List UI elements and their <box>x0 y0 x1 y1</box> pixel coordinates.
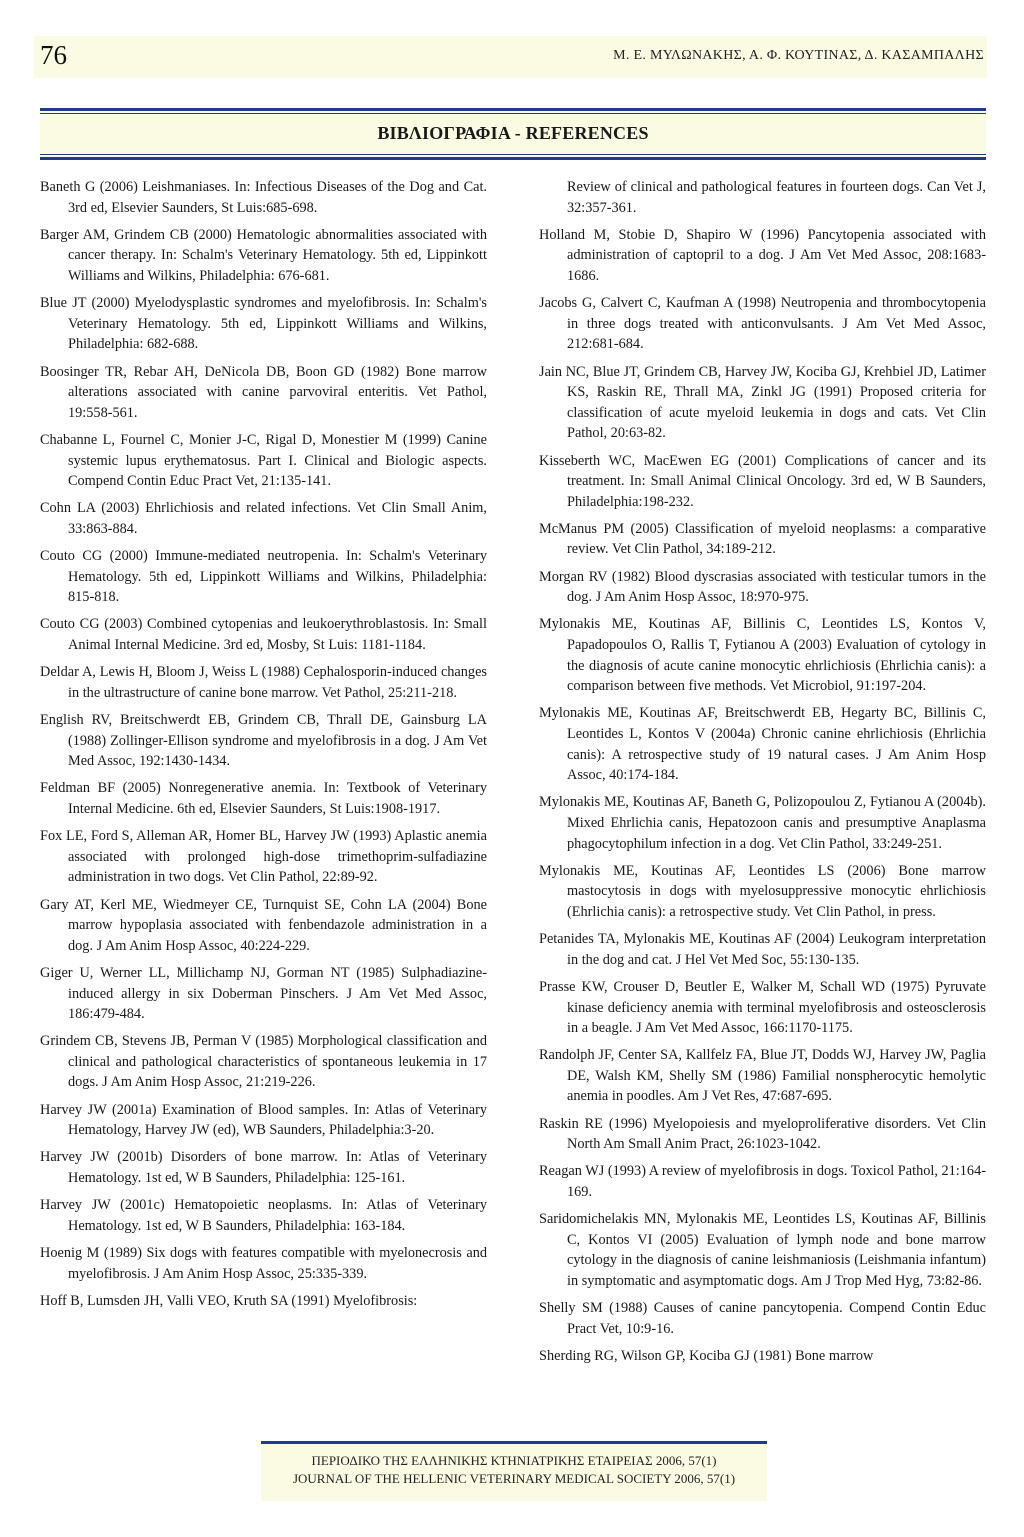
reference-entry: Mylonakis ME, Koutinas AF, Billinis C, Leontides LS, Kontos V, Papadopoulos O, Rallis T, Fytianou A (2003) Evaluation of cytology in the diagnosis of acute canine monocytic ehrlichiosis (Ehrlichia canis): a comparison between five methods. Vet Microbiol, 91:197-204. <box>539 616 986 695</box>
reference-entry: Couto CG (2003) Combined cytopenias and leukoerythroblastosis. In: Small Animal Internal Medicine. 3rd ed, Mosby, St Luis: 1181-1184. <box>40 616 487 654</box>
running-head-authors: Μ. Ε. ΜΥΛΩΝΑΚΗΣ, Α. Φ. ΚΟΥΤΙΝΑΣ, Δ. ΚΑΣΑΜΠΑΛΗΣ <box>613 48 984 63</box>
page-number: 76 <box>40 40 67 70</box>
reference-entry: Petanides TA, Mylonakis ME, Koutinas AF (2004) Leukogram interpretation in the dog and cat. J Hel Vet Med Soc, 55:130-135. <box>539 931 986 968</box>
reference-entry: Barger AM, Grindem CB (2000) Hematologic abnormalities associated with cancer therapy. In: Schalm's Veterinary Hematology. 5th ed, Lippinkott Williams and Wilkins, Philadelphia: 676-681. <box>40 226 487 284</box>
reference-entry: Giger U, Werner LL, Millichamp NJ, Gorman NT (1985) Sulphadiazine-induced allergy in six Doberman Pinschers. J Am Vet Med Assoc, 186:479-484. <box>40 964 487 1023</box>
reference-entry: Reagan WJ (1993) A review of myelofibrosis in dogs. Toxicol Pathol, 21:164-169. <box>539 1163 986 1201</box>
reference-entry: Chabanne L, Fournel C, Monier J-C, Rigal D, Monestier M (1999) Canine systemic lupus erythematosus. Part I. Clinical and Biologic aspects. Compend Contin Educ Pract Vet, 21:135-141. <box>40 431 487 490</box>
reference-entry: Prasse KW, Crouser D, Beutler E, Walker M, Schall WD (1975) Pyruvate kinase deficiency anemia with terminal myelofibrosis and osteosclerosis in a beagle. J Am Vet Med Assoc, 166:1170-1175. <box>539 978 986 1037</box>
reference-entry: Sherding RG, Wilson GP, Kociba GJ (1981) Bone marrow <box>539 1347 874 1364</box>
reference-entry: English RV, Breitschwerdt EB, Grindem CB, Thrall DE, Gainsburg LA (1988) Zollinger-Ellison syndrome and myelofibrosis in a dog. J Am Vet Med Assoc, 192:1430-1434. <box>40 712 487 770</box>
reference-entry: Boosinger TR, Rebar AH, DeNicola DB, Boon GD (1982) Bone marrow alterations associated with canine parvoviral enteritis. Vet Pathol, 19:558-561. <box>40 363 487 421</box>
references-left-column <box>40 177 487 1318</box>
reference-entry: Fox LE, Ford S, Alleman AR, Homer BL, Harvey JW (1993) Aplastic anemia associated with prolonged high-dose trimethoprim-sulfadiazine administration in two dogs. Vet Clin Pathol, 22:89-92. <box>40 828 487 886</box>
reference-entry: Morgan RV (1982) Blood dyscrasias associated with testicular tumors in the dog. J Am Anim Hosp Assoc, 18:970-975. <box>539 568 986 606</box>
footer-journal-greek: ΠΕΡΙΟΔΙΚΟ ΤΗΣ ΕΛΛΗΝΙΚΗΣ ΚΤΗΝΙΑΤΡΙΚΗΣ ΕΤΑΙΡΕΙΑΣ 2006, 57(1) <box>311 1453 717 1468</box>
reference-entry: Kisseberth WC, MacEwen EG (2001) Complications of cancer and its treatment. In: Small Animal Clinical Oncology. 3rd ed, W B Saunders, Philadelphia:198-232. <box>539 452 986 510</box>
reference-continuation: Review of clinical and pathological features in fourteen dogs. Can Vet J, 32:357-361. <box>567 179 986 216</box>
section-title-box <box>40 108 986 160</box>
reference-entry: Mylonakis ME, Koutinas AF, Breitschwerdt EB, Hegarty BC, Billinis C, Leontides L, Kontos V (2004a) Chronic canine ehrlichiosis (Ehrlichia canis): A retrospective study of 19 natural cases. J Am Anim Hosp Assoc, 40:174-184. <box>539 705 986 784</box>
reference-entry: Baneth G (2006) Leishmaniases. In: Infectious Diseases of the Dog and Cat. 3rd ed, Elsevier Saunders, St Luis:685-698. <box>40 179 487 216</box>
reference-entry: Hoenig M (1989) Six dogs with features compatible with myelonecrosis and myelofibrosis. J Am Anim Hosp Assoc, 25:335-339. <box>40 1245 487 1282</box>
reference-entry: Raskin RE (1996) Myelopoiesis and myeloproliferative disorders. Vet Clin North Am Small Anim Pract, 26:1023-1042. <box>539 1115 986 1153</box>
reference-entry: Gary AT, Kerl ME, Wiedmeyer CE, Turnquist SE, Cohn LA (2004) Bone marrow hypoplasia associated with fenbendazole administration in a dog. J Am Anim Hosp Assoc, 40:224-229. <box>40 896 487 954</box>
reference-entry: McManus PM (2005) Classification of myeloid neoplasms: a comparative review. Vet Clin Pathol, 34:189-212. <box>539 520 986 558</box>
reference-entry: Saridomichelakis MN, Mylonakis ME, Leontides LS, Koutinas AF, Billinis C, Kontos VI (2005) Evaluation of lymph node and bone marrow cytology in the diagnosis of canine leishmaniosis (Leishmania infantum) in symptomatic and asymptomatic dogs. Am J Trop Med Hyg, 73:82-86. <box>539 1211 986 1289</box>
reference-entry: Blue JT (2000) Myelodysplastic syndromes and myelofibrosis. In: Schalm's Veterinary Hematology. 5th ed, Lippinkott Williams and Wilkins, Philadelphia: 682-688. <box>40 295 487 353</box>
section-title: ΒΙΒΛΙΟΓΡΑΦΙΑ - REFERENCES <box>377 123 649 143</box>
reference-entry: Feldman BF (2005) Nonregenerative anemia. In: Textbook of Veterinary Internal Medicine. 6th ed, Elsevier Saunders, St Luis:1908-1917. <box>40 780 487 817</box>
reference-entry: Deldar A, Lewis H, Bloom J, Weiss L (1988) Cephalosporin-induced changes in the ultrastructure of canine bone marrow. Vet Pathol, 25:211-218. <box>40 664 487 701</box>
reference-entry: Randolph JF, Center SA, Kallfelz FA, Blue JT, Dodds WJ, Harvey JW, Paglia DE, Walsh KM, Shelly SM (1986) Familial nonspherocytic hemolytic anemia in poodles. Am J Vet Res, 47:687-695. <box>539 1047 986 1105</box>
reference-entry: Mylonakis ME, Koutinas AF, Baneth G, Polizopoulou Z, Fytianou A (2004b). Mixed Ehrlichia canis, Hepatozoon canis and presumptive Anaplasma phagocytophilum infection in a dog. Vet Clin Pathol, 33:249-251. <box>539 794 986 852</box>
reference-entry: Cohn LA (2003) Ehrlichiosis and related infections. Vet Clin Small Anim, 33:863-884. <box>40 500 487 537</box>
reference-entry: Shelly SM (1988) Causes of canine pancytopenia. Compend Contin Educ Pract Vet, 10:9-16. <box>539 1300 986 1337</box>
reference-entry: Jacobs G, Calvert C, Kaufman A (1998) Neutropenia and thrombocytopenia in three dogs treated with anticonvulsants. J Am Vet Med Assoc, 212:681-684. <box>539 295 986 353</box>
reference-entry: Harvey JW (2001c) Hematopoietic neoplasms. In: Atlas of Veterinary Hematology. 1st ed, W B Saunders, Philadelphia: 163-184. <box>40 1197 487 1234</box>
reference-entry: Holland M, Stobie D, Shapiro W (1996) Pancytopenia associated with administration of captopril to a dog. J Am Vet Med Assoc, 208:1683-1686. <box>539 226 986 284</box>
reference-entry: Couto CG (2000) Immune-mediated neutropenia. In: Schalm's Veterinary Hematology. 5th ed, Lippinkott Williams and Wilkins, Philadelphia: 815-818. <box>40 548 487 606</box>
reference-entry: Hoff B, Lumsden JH, Valli VEO, Kruth SA (1991) Myelofibrosis: <box>40 1292 418 1309</box>
reference-entry: Grindem CB, Stevens JB, Perman V (1985) Morphological classification and clinical and pathological characteristics of spontaneous leukemia in 17 dogs. J Am Anim Hosp Assoc, 21:219-226. <box>40 1033 487 1091</box>
journal-footer <box>261 1441 767 1501</box>
reference-entry: Harvey JW (2001a) Examination of Blood samples. In: Atlas of Veterinary Hematology, Harvey JW (ed), WB Saunders, Philadelphia:3-20. <box>40 1101 487 1139</box>
footer-journal-english: JOURNAL OF THE HELLENIC VETERINARY MEDICAL SOCIETY 2006, 57(1) <box>292 1471 736 1486</box>
reference-entry: Mylonakis ME, Koutinas AF, Leontides LS (2006) Bone marrow mastocytosis in dogs with myelosuppressive monocytic ehrlichiosis (Ehrlichia canis): a retrospective study. Vet Clin Pathol, in press. <box>539 862 986 920</box>
reference-entry: Jain NC, Blue JT, Grindem CB, Harvey JW, Kociba GJ, Krehbiel JD, Latimer KS, Raskin RE, Thrall MA, Zinkl JG (1991) Proposed criteria for classification of acute myeloid leukemia in dogs and cats. Vet Clin Pathol, 20:63-82. <box>539 363 986 442</box>
references-right-column <box>539 177 986 1373</box>
reference-entry: Harvey JW (2001b) Disorders of bone marrow. In: Atlas of Veterinary Hematology. 1st ed, W B Saunders, Philadelphia: 125-161. <box>40 1149 487 1187</box>
